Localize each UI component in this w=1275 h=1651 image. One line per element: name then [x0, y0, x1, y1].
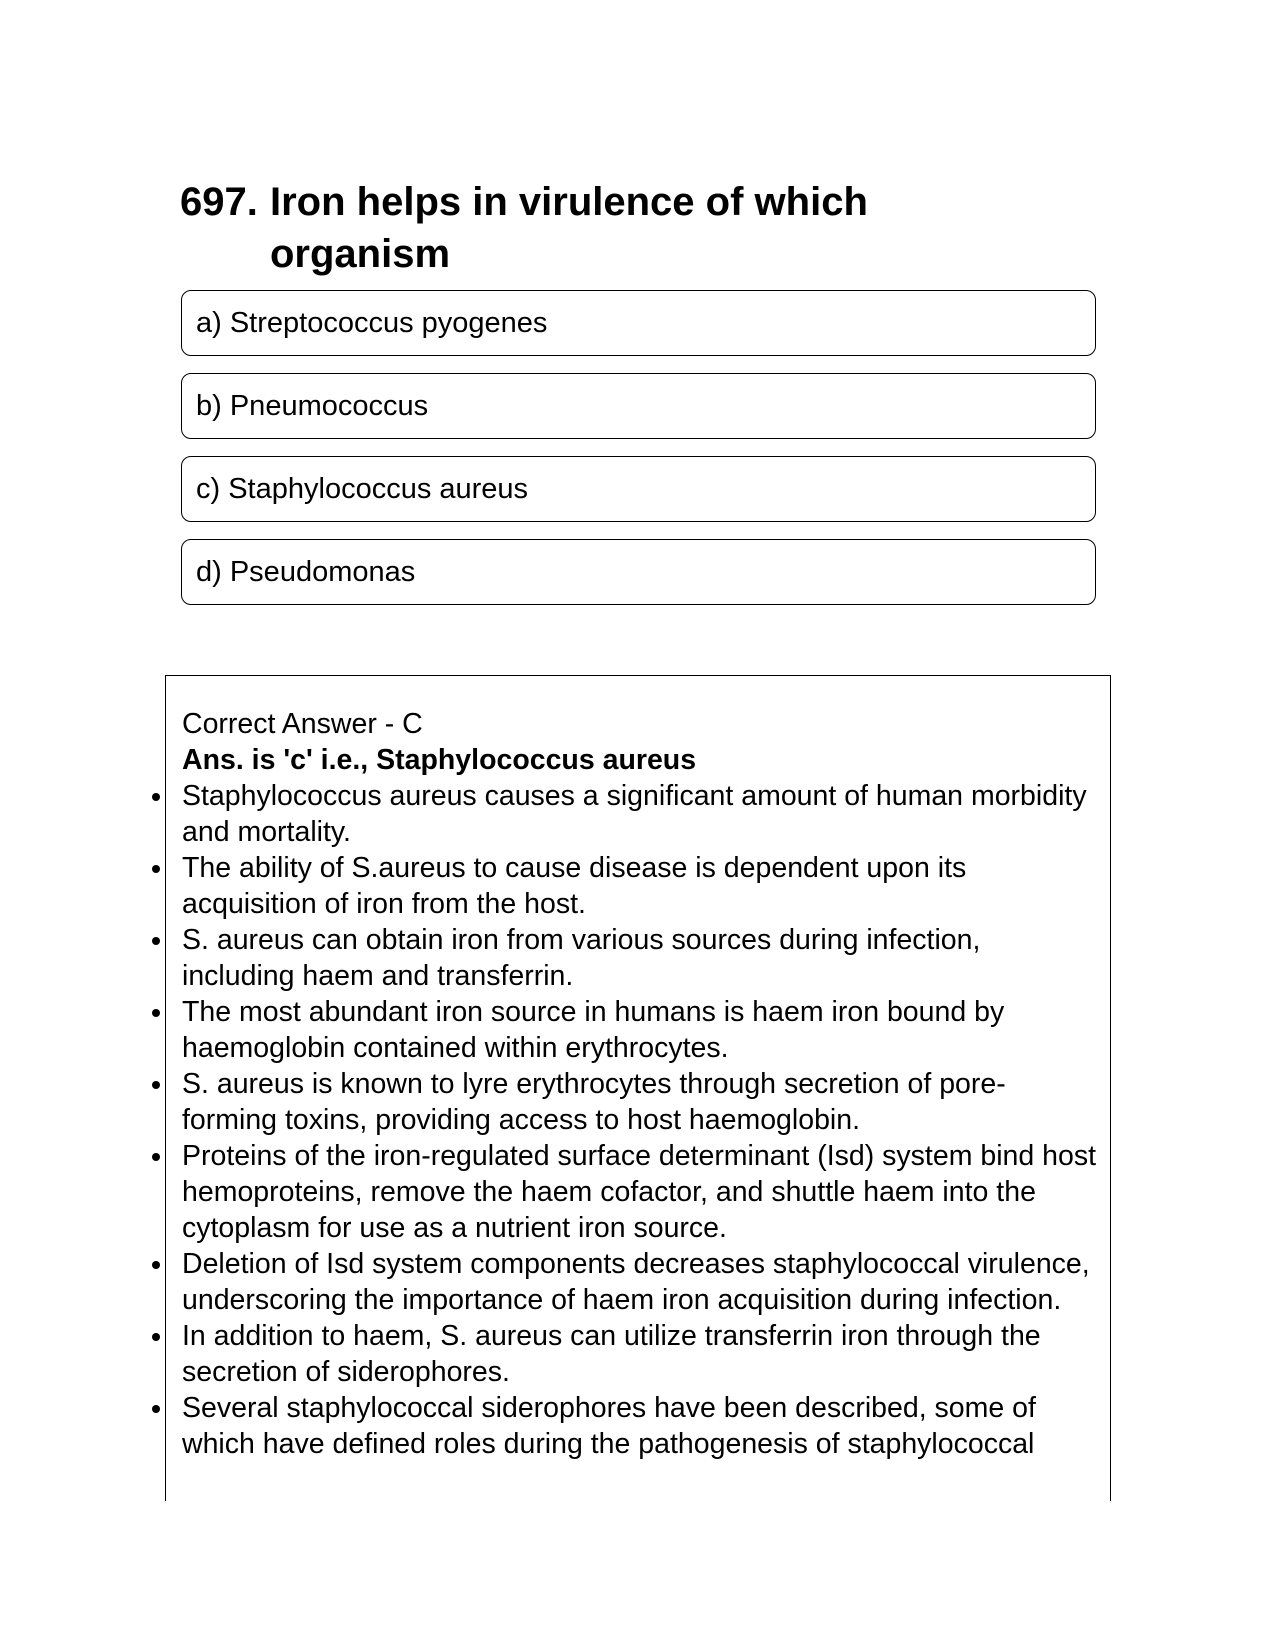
explanation-point: Staphylococcus aureus causes a significant amount of human morbidity and mortality.: [182, 778, 1097, 850]
explanation-point: In addition to haem, S. aureus can utilize transferrin iron through the secretion of siderophores.: [182, 1318, 1097, 1390]
explanation-point: Deletion of Isd system components decreases staphylococcal virulence, underscoring the importance of haem iron acquisition during infection.: [182, 1246, 1097, 1318]
option-a[interactable]: a) Streptococcus pyogenes: [181, 290, 1096, 356]
explanation-point: Proteins of the iron-regulated surface determinant (Isd) system bind host hemoproteins, remove the haem cofactor, and shuttle haem into the cytoplasm for use as a nutrient iron source.: [182, 1140, 1097, 1244]
explanation-point: Several staphylococcal siderophores have been described, some of which have defined roles during the pathogenesis of staphylococcal: [182, 1390, 1097, 1462]
explanation-point: S. aureus is known to lyre erythrocytes through secretion of pore-forming toxins, providing access to host haemoglobin.: [182, 1066, 1097, 1138]
explanation-point: The ability of S.aureus to cause disease is dependent upon its acquisition of iron from the host.: [182, 850, 1097, 922]
answer-heading: Ans. is 'c' i.e., Staphylococcus aureus: [182, 744, 697, 776]
correct-answer-line: Correct Answer - C: [182, 708, 423, 740]
explanation-list: [182, 778, 1097, 1462]
question-number: 697.: [180, 180, 258, 224]
option-b[interactable]: b) Pneumococcus: [181, 373, 1096, 439]
answer-explanation: [182, 706, 1097, 1462]
explanation-point: S. aureus can obtain iron from various sources during infection, including haem and transferrin.: [182, 922, 1097, 994]
explanation-point: The most abundant iron source in humans is haem iron bound by haemoglobin contained within erythrocytes.: [182, 994, 1097, 1066]
option-d[interactable]: d) Pseudomonas: [181, 539, 1096, 605]
option-c[interactable]: c) Staphylococcus aureus: [181, 456, 1096, 522]
question-text: Iron helps in virulence of which organism: [270, 180, 868, 276]
